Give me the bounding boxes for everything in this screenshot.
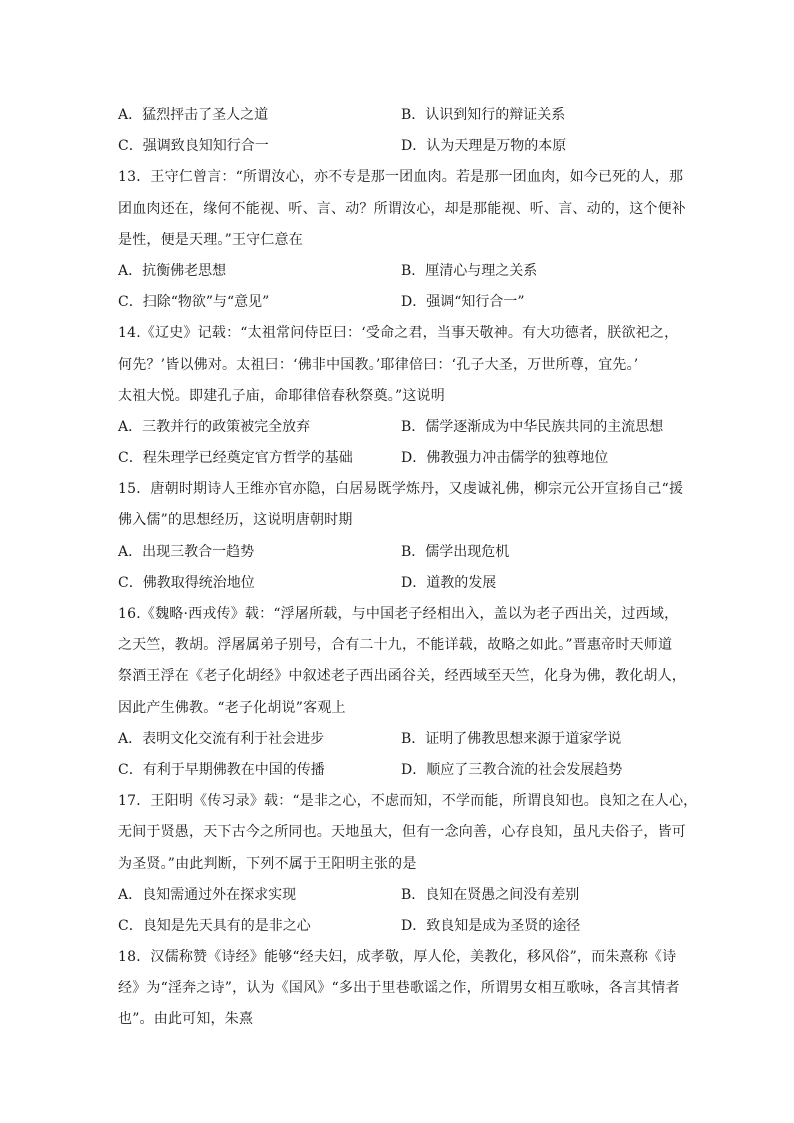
q13-option-d[interactable]: D．强调“知行合一” — [401, 294, 525, 311]
q17-option-a[interactable]: A．良知需通过外在探求实现 — [118, 886, 297, 903]
q14-options-row-1 — [118, 412, 678, 443]
q12-options-row-1 — [118, 100, 678, 131]
q17-stem-line-3: 为圣贤。”由此判断，下列不属于王阳明主张的是 — [118, 855, 417, 872]
q13-option-c[interactable]: C．扫除“物欲”与“意见” — [118, 294, 270, 311]
q16-stem-line-1: 16.《魏略·西戎传》载：“浮屠所载，与中国老子经相出入，盖以为老子西出关，过西域， — [118, 606, 679, 622]
q16-stem-line-3: 祭酒王浮在《老子化胡经》中叙述老子西出函谷关，经西域至天竺，化身为佛，教化胡人， — [118, 668, 686, 685]
q14-option-b[interactable]: B．儒学逐渐成为中华民族共同的主流思想 — [401, 418, 664, 435]
q16-option-c[interactable]: C．有利于早期佛教在中国的传播 — [118, 761, 325, 778]
q17-options-row-2 — [118, 911, 678, 942]
q16-option-b[interactable]: B．证明了佛教思想来源于道家学说 — [401, 730, 622, 747]
q12-option-d[interactable]: D．认为天理是万物的本原 — [401, 138, 567, 155]
q14-stem-line-1: 14.《辽史》记载：“太祖常问侍臣曰：‘受命之君，当事天敬神。有大功德者，朕欲祀之， — [118, 325, 679, 342]
q17-stem-line-1: 17．王阳明《传习录》载：“是非之心，不虑而知，不学而能，所谓良知也。良知之在人心， — [118, 793, 698, 810]
q12-options-row-2 — [118, 131, 678, 162]
q14-stem-line-3: 太祖大悦。即建孔子庙，命耶律倍春秋祭奠。”这说明 — [118, 387, 445, 404]
q15-options-row-1 — [118, 537, 678, 568]
q14-stem-line-2: 何先？’皆以佛对。太祖曰：‘佛非中国教。’耶律倍曰：‘孔子大圣，万世所尊，宜先。’ — [118, 356, 639, 373]
q14-options-row-2 — [118, 443, 678, 474]
q15-option-a[interactable]: A．出现三教合一趋势 — [118, 543, 255, 560]
q15-stem-line-1: 15．唐朝时期诗人王维亦官亦隐，白居易既学炼丹，又虔诚礼佛，柳宗元公开宣扬自己“援 — [118, 481, 684, 498]
q16-options-row-1 — [118, 724, 678, 755]
q14-option-d[interactable]: D．佛教强力冲击儒学的独尊地位 — [401, 450, 609, 467]
q15-options-row-2 — [118, 568, 678, 599]
q13-stem-line-3: 是性，便是天理。”王守仁意在 — [118, 231, 303, 248]
q13-option-b[interactable]: B．厘清心与理之关系 — [401, 262, 538, 279]
exam-page — [118, 100, 698, 1036]
q17-option-d[interactable]: D．致良知是成为圣贤的途径 — [401, 917, 581, 934]
q18-stem-line-2: 经》为“淫奔之诗”，认为《国风》“多出于里巷歌谣之作，所谓男女相互歌咏，各言其情者 — [118, 980, 680, 997]
q15-option-d[interactable]: D．道教的发展 — [401, 574, 497, 591]
q17-option-c[interactable]: C．良知是先天具有的是非之心 — [118, 917, 311, 934]
q13-options-row-2 — [118, 287, 678, 318]
q18-stem-line-1: 18．汉儒称赞《诗经》能够“经夫妇，成孝敬，厚人伦，美教化，移风俗”，而朱熹称《诗 — [118, 949, 677, 966]
q16-options-row-2 — [118, 755, 678, 786]
q16-stem-line-4: 因此产生佛教。“老子化胡说”客观上 — [118, 699, 346, 716]
q13-stem-line-2: 团血肉还在，缘何不能视、听、言、动？所谓汝心，却是那能视、听、言、动的，这个便补 — [118, 200, 686, 217]
q12-option-c[interactable]: C．强调致良知知行合一 — [118, 138, 269, 155]
q12-option-b[interactable]: B．认识到知行的辩证关系 — [401, 107, 566, 123]
q14-option-a[interactable]: A．三教并行的政策被完全放弃 — [118, 418, 311, 435]
q15-option-c[interactable]: C．佛教取得统治地位 — [118, 574, 255, 591]
q14-option-c[interactable]: C．程朱理学已经奠定官方哲学的基础 — [118, 450, 353, 467]
q13-option-a[interactable]: A．抗衡佛老思想 — [118, 262, 227, 279]
q16-stem-line-2: 之天竺，教胡。浮屠属弟子别号，合有二十九，不能详载，故略之如此。”晋惠帝时天师道 — [118, 637, 673, 654]
q17-option-b[interactable]: B．良知在贤愚之间没有差别 — [401, 886, 580, 903]
q17-stem-line-2: 无间于贤愚，天下古今之所同也。天地虽大，但有一念向善，心存良知，虽凡夫俗子，皆可 — [118, 824, 686, 841]
q16-option-d[interactable]: D．顺应了三教合流的社会发展趋势 — [401, 761, 623, 778]
q16-option-a[interactable]: A．表明文化交流有利于社会进步 — [118, 730, 325, 747]
q13-options-row-1 — [118, 256, 678, 287]
q15-stem-line-2: 佛入儒”的思想经历，这说明唐朝时期 — [118, 512, 353, 529]
q18-stem-line-3: 也”。由此可知，朱熹 — [118, 1011, 254, 1028]
q12-option-a[interactable]: A．猛烈抨击了圣人之道 — [118, 107, 269, 123]
q17-options-row-1 — [118, 880, 678, 911]
q13-stem-line-1: 13．王守仁曾言：“所谓汝心，亦不专是那一团血肉。若是那一团血肉，如今已死的人，那 — [118, 169, 684, 186]
q15-option-b[interactable]: B．儒学出现危机 — [401, 543, 510, 560]
